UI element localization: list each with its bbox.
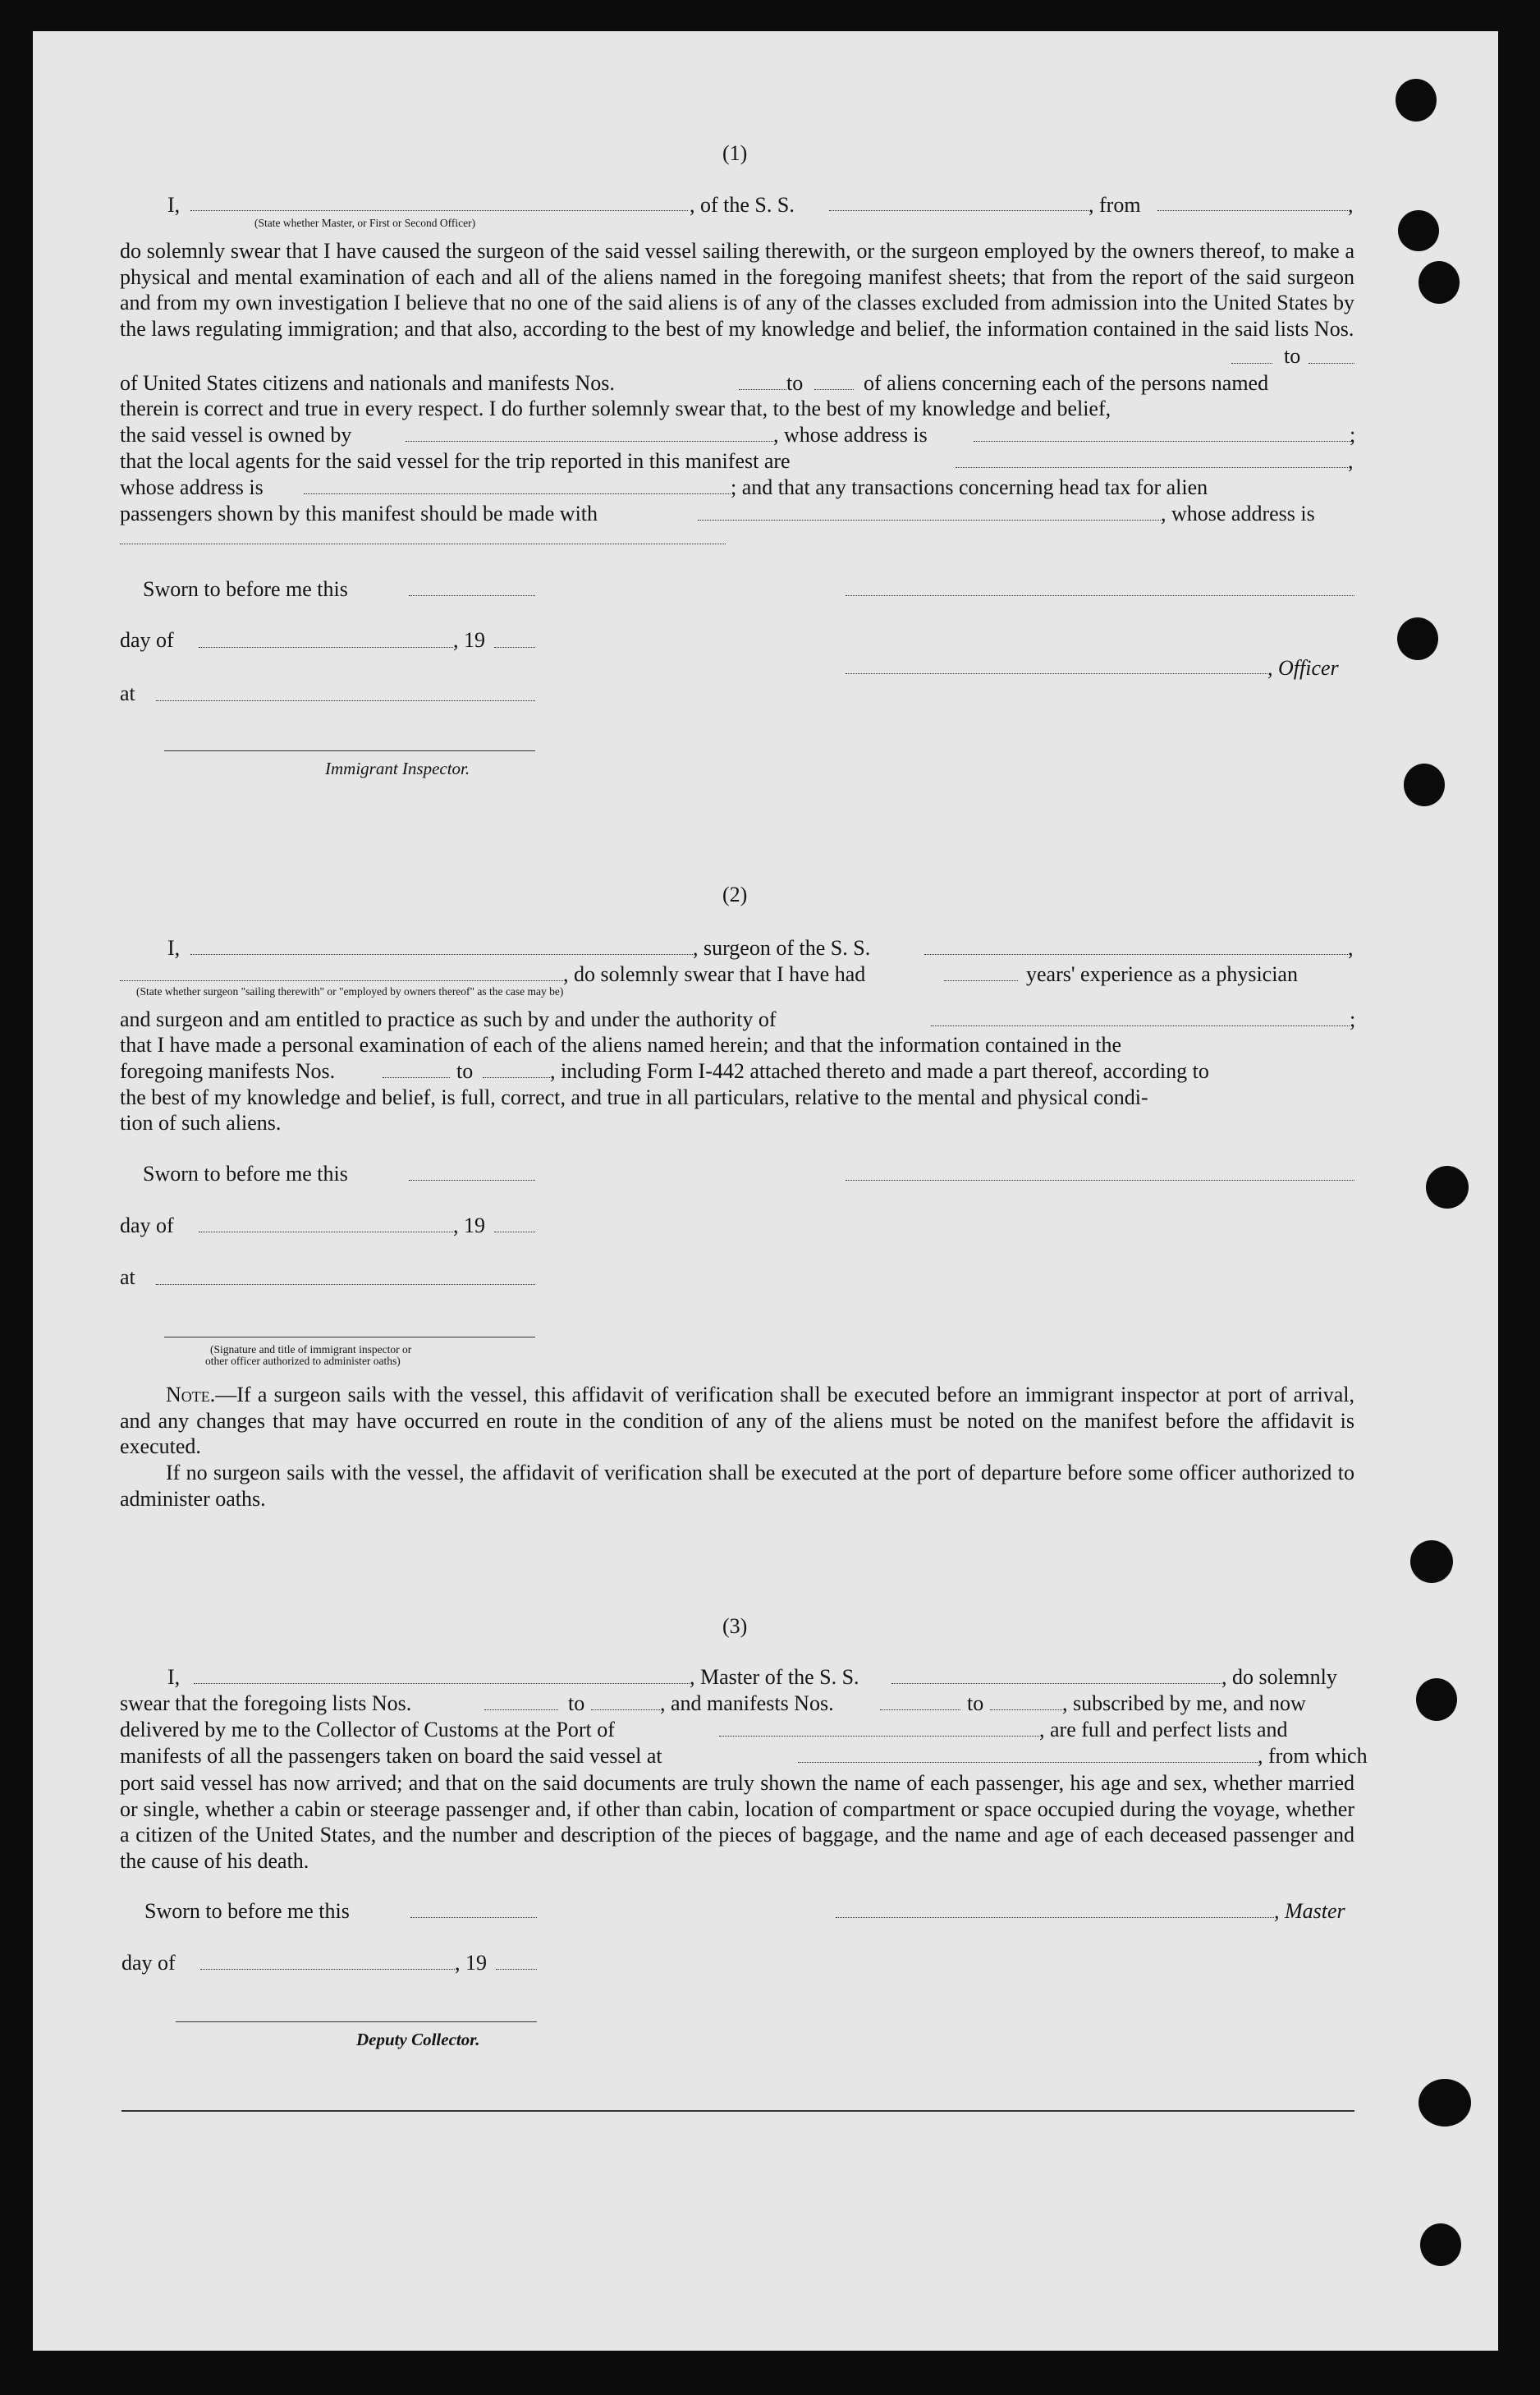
s2-surgeon-signature-field[interactable] xyxy=(846,1180,1354,1181)
s3-master-name-field[interactable] xyxy=(194,1683,690,1684)
s2-note-label: Note. xyxy=(166,1383,216,1406)
s3-lists-to-field[interactable] xyxy=(591,1709,660,1710)
s1-to-label-2: to xyxy=(786,371,804,395)
s1-from-label: , from xyxy=(1089,193,1141,217)
s3-manifest-to-field[interactable] xyxy=(990,1709,1062,1710)
s2-sig-note-2: other officer authorized to administer oaths) xyxy=(205,1355,401,1367)
s2-day-of-label: day of xyxy=(120,1214,174,1237)
s2-i-label: I, xyxy=(167,936,181,960)
s3-boarding-port-field[interactable] xyxy=(798,1762,1258,1763)
s3-from-which-text: , from which xyxy=(1258,1744,1368,1768)
s2-surgeon-of-label: , surgeon of the S. S. xyxy=(693,936,871,960)
punch-hole xyxy=(1404,764,1445,806)
s2-do-solemnly-text: , do solemnly swear that I have had xyxy=(563,962,866,986)
s1-whose-address-label-2: whose address is xyxy=(120,475,264,499)
s3-deputy-label: Deputy Collector. xyxy=(356,2030,480,2049)
s3-port-field[interactable] xyxy=(719,1736,1039,1737)
s1-i-label: I, xyxy=(167,193,181,217)
s2-authority-field[interactable] xyxy=(931,1025,1350,1026)
s1-local-agents-text: that the local agents for the said vessel for the trip reported in this manifest are xyxy=(120,449,791,473)
s2-surgeon-status-field[interactable] xyxy=(120,980,563,981)
punch-hole xyxy=(1396,79,1437,122)
s1-manifest-to-field[interactable] xyxy=(814,389,854,390)
s1-owner-address-field[interactable] xyxy=(974,441,1351,442)
s3-i-label: I, xyxy=(167,1665,181,1689)
s1-month-field[interactable] xyxy=(199,647,453,648)
s2-to-label: to xyxy=(456,1059,474,1083)
s2-examination-text: that I have made a personal examination of each of the aliens named herein; and that the information contained in the xyxy=(120,1033,1122,1057)
s1-sworn-day-field[interactable] xyxy=(409,595,535,596)
s3-master-signature-field[interactable] xyxy=(836,1917,1274,1918)
s2-note-2-paragraph: If no surgeon sails with the vessel, the affidavit of verification shall be executed at the port of departure before some officer authorized to administer oaths. xyxy=(120,1461,1354,1511)
s3-delivered-text: delivered by me to the Collector of Customs at the Port of xyxy=(120,1718,615,1741)
punch-hole xyxy=(1426,1166,1469,1209)
punch-hole xyxy=(1419,261,1460,304)
s1-vessel-name-field[interactable] xyxy=(829,210,1089,211)
s3-subscribed-text: , subscribed by me, and now xyxy=(1062,1691,1306,1715)
punch-hole xyxy=(1420,2223,1461,2266)
s3-do-solemnly-label: , do solemnly xyxy=(1221,1665,1337,1689)
s3-vessel-name-field[interactable] xyxy=(891,1683,1221,1684)
s1-of-ss-label: , of the S. S. xyxy=(690,193,795,217)
s1-agents-address-field[interactable] xyxy=(304,493,731,494)
s2-sworn-day-field[interactable] xyxy=(409,1180,535,1181)
s2-note-text: —If a surgeon sails with the vessel, this affidavit of verification shall be executed before an immigrant inspector at port of arrival, and any changes that may have occurred en route in the condition of any of the aliens must be noted on the manifest before the affidavit is executed. xyxy=(120,1383,1354,1458)
s3-to-label-1: to xyxy=(568,1691,585,1715)
s1-from-port-field[interactable] xyxy=(1157,210,1348,211)
s2-years-field[interactable] xyxy=(944,980,1018,981)
s3-full-perfect-text: , are full and perfect lists and xyxy=(1039,1718,1288,1741)
s1-lists-from-field[interactable] xyxy=(1231,363,1272,364)
s3-month-field[interactable] xyxy=(200,1969,455,1970)
section-1-number: (1) xyxy=(722,141,748,165)
s3-sworn-text: Sworn to before me this xyxy=(144,1899,350,1923)
s1-manifest-from-field[interactable] xyxy=(739,389,786,390)
s1-owner-field[interactable] xyxy=(406,441,773,442)
s3-manifests-label: , and manifests Nos. xyxy=(660,1691,834,1715)
s1-to-label-1: to xyxy=(1284,344,1301,368)
s2-comma: , xyxy=(1348,936,1354,960)
s3-lists-from-field[interactable] xyxy=(484,1709,558,1710)
s1-owned-by-label: the said vessel is owned by xyxy=(120,423,352,447)
s2-years-text: years' experience as a physician xyxy=(1026,962,1298,986)
s2-semicolon: ; xyxy=(1350,1007,1356,1031)
s2-including-text: , including Form I-442 attached thereto and made a part thereof, according to xyxy=(550,1059,1209,1083)
page-bottom-rule xyxy=(121,2110,1354,2112)
s1-inspector-signature-line[interactable] xyxy=(164,750,535,751)
s2-vessel-name-field[interactable] xyxy=(924,954,1348,955)
s1-inspector-label: Immigrant Inspector. xyxy=(325,759,470,778)
s2-note-paragraph xyxy=(120,1382,1354,1460)
s1-at-label: at xyxy=(120,681,135,705)
s1-agents-field[interactable] xyxy=(956,467,1348,468)
s1-comma: , xyxy=(1348,193,1354,217)
s1-head-tax-text: ; and that any transactions concerning head tax for alien xyxy=(731,475,1208,499)
s2-manifest-from-field[interactable] xyxy=(383,1077,450,1078)
s1-officer-signature-field[interactable] xyxy=(846,673,1267,674)
s1-whose-address-label-3: , whose address is xyxy=(1161,502,1315,525)
s1-citizens-text: of United States citizens and nationals and manifests Nos. xyxy=(120,371,615,395)
s2-foregoing-label: foregoing manifests Nos. xyxy=(120,1059,336,1083)
s2-at-place-field[interactable] xyxy=(156,1284,535,1285)
s3-day-of-label: day of xyxy=(121,1951,176,1975)
s2-state-note: (State whether surgeon "sailing therewith" or "employed by owners thereof" as the case may be) xyxy=(136,985,564,998)
s2-surgeon-name-field[interactable] xyxy=(190,954,693,955)
punch-hole xyxy=(1398,210,1439,251)
s3-master-label: , Master xyxy=(1274,1899,1345,1923)
s1-state-note: (State whether Master, or First or Second Officer) xyxy=(254,217,476,229)
s3-swear-text: swear that the foregoing lists Nos. xyxy=(120,1691,412,1715)
punch-hole xyxy=(1419,2079,1471,2127)
section-3-number: (3) xyxy=(722,1614,748,1638)
s1-lists-to-field[interactable] xyxy=(1309,363,1354,364)
s1-at-place-field[interactable] xyxy=(156,700,535,701)
s2-manifest-to-field[interactable] xyxy=(483,1077,550,1078)
s3-manifest-from-field[interactable] xyxy=(880,1709,960,1710)
punch-hole xyxy=(1410,1540,1453,1583)
s2-tion-text: tion of such aliens. xyxy=(120,1111,282,1135)
s2-authority-text: and surgeon and am entitled to practice as such by and under the authority of xyxy=(120,1007,777,1031)
s2-best-text: the best of my knowledge and belief, is full, correct, and true in all particulars, relative to the mental and physical condi- xyxy=(120,1085,1148,1109)
s1-head-tax-contact-field[interactable] xyxy=(698,520,1161,521)
s3-collector-signature-line[interactable] xyxy=(176,2021,537,2022)
s3-master-of-label: , Master of the S. S. xyxy=(690,1665,859,1689)
s1-year-label: , 19 xyxy=(453,628,485,652)
s2-sworn-text: Sworn to before me this xyxy=(143,1162,348,1186)
s1-comma-2: , xyxy=(1348,449,1354,473)
s1-semicolon: ; xyxy=(1350,423,1356,447)
s2-year-label: , 19 xyxy=(453,1214,485,1237)
s1-therein-text: therein is correct and true in every respect. I do further solemnly swear that, to the best of my knowledge and belief, xyxy=(120,397,1111,420)
s1-officer-label: , Officer xyxy=(1267,656,1339,680)
s3-sworn-day-field[interactable] xyxy=(410,1917,537,1918)
s2-at-label: at xyxy=(120,1265,135,1289)
punch-hole xyxy=(1397,617,1438,660)
section-2-number: (2) xyxy=(722,883,748,906)
s1-year-field[interactable] xyxy=(494,647,535,648)
s3-manifests-all-text: manifests of all the passengers taken on board the said vessel at xyxy=(120,1744,662,1768)
s3-to-label-2: to xyxy=(967,1691,984,1715)
s1-aliens-text: of aliens concerning each of the persons named xyxy=(864,371,1269,395)
punch-hole xyxy=(1416,1678,1457,1721)
s1-officer-signature-line-top[interactable] xyxy=(846,595,1354,596)
s3-year-label: , 19 xyxy=(455,1951,487,1975)
s2-sig-note-1: (Signature and title of immigrant inspector or xyxy=(210,1343,412,1356)
s3-year-field[interactable] xyxy=(496,1969,537,1970)
s1-officer-name-field[interactable] xyxy=(190,210,688,211)
s3-oath-paragraph: port said vessel has now arrived; and that on the said documents are truly shown the name of each passenger, his age and sex, whether married or single, whether a cabin or steerage passenger and, if other than cabin, location of compartment or space occupied during the voyage, whether a citizen of the United States, and the number and description of the pieces of baggage, and the name and age of each deceased passenger and the cause of his death. xyxy=(120,1771,1354,1873)
s1-passengers-text: passengers shown by this manifest should be made with xyxy=(120,502,598,525)
s1-day-of-label: day of xyxy=(120,628,174,652)
s1-sworn-text: Sworn to before me this xyxy=(143,577,348,601)
s1-whose-address-label: , whose address is xyxy=(773,423,928,447)
s1-oath-paragraph: do solemnly swear that I have caused the surgeon of the said vessel sailing therewith, or the surgeon employed by the owners thereof, to make a physical and mental examination of each and all of the aliens named in the foregoing manifest sheets; that from the report of the said surgeon and from my own investigation I believe that no one of the said aliens is of any of the classes excluded from admission into the United States by the laws regulating immigration; and that also, according to the best of my knowledge and belief, the information contained in the said lists Nos. xyxy=(120,239,1354,341)
